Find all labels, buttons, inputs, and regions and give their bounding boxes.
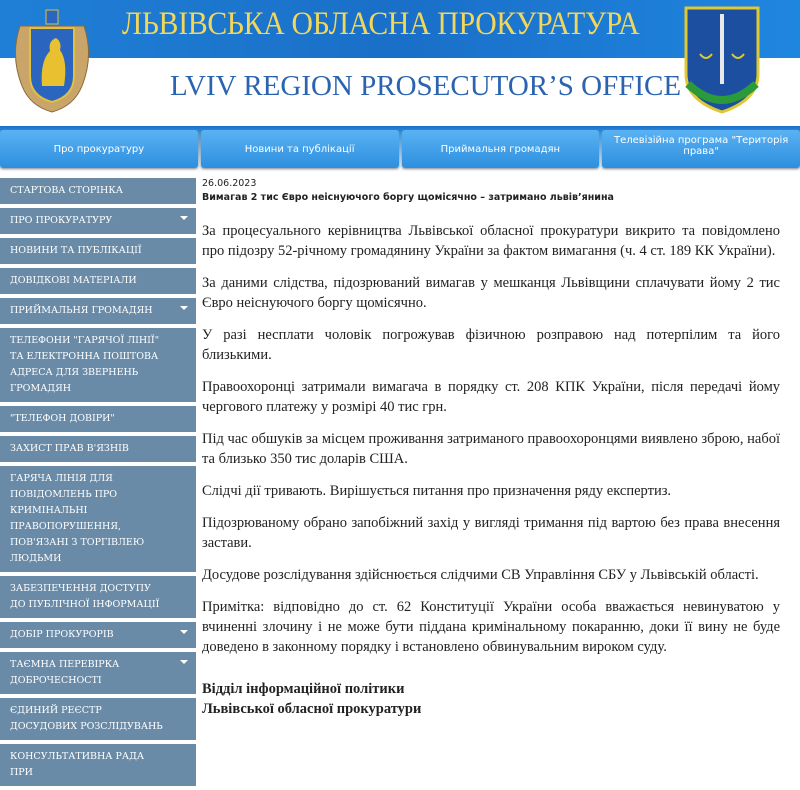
sidebar-item[interactable] <box>0 622 196 648</box>
chevron-down-icon[interactable] <box>180 306 188 310</box>
article-date: 26.06.2023 <box>202 178 257 189</box>
lviv-coat-of-arms-icon[interactable] <box>10 6 94 114</box>
article-paragraph: За процесуального керівництва Львівської обласної прокуратури викрито та повідомлено про підозру 52-річному громадянину України за фактом вимагання (ч. 4 ст. 189 КК України). <box>202 223 780 259</box>
signature-line: Відділ інформаційної політики <box>202 681 405 697</box>
sidebar-menu <box>0 178 196 790</box>
sidebar-item[interactable] <box>0 652 196 694</box>
article-paragraph: За даними слідства, підозрюваний вимагав у мешканця Львівщини сплачувати йому 2 тис Євро неіснуючого боргу щомісячно. <box>202 275 780 311</box>
sidebar-item-label: ТЕЛЕФОНИ "ГАРЯЧОЇ ЛІНІЇ" ТА ЕЛЕКТРОННА ПОШТОВА АДРЕСА ДЛЯ ЗВЕРНЕНЬ ГРОМАДЯН <box>10 335 160 394</box>
sidebar-item[interactable] <box>0 328 196 402</box>
sidebar-item[interactable] <box>0 178 196 204</box>
article-paragraph: Підозрюваному обрано запобіжний захід у вигляді тримання під вартою без права внесення застави. <box>202 515 780 551</box>
article-body <box>202 221 780 657</box>
article-paragraph: Правоохоронці затримали вимагача в порядку ст. 208 КПК України, після передачі йому чергового платежу у розмірі 40 тис грн. <box>202 379 780 415</box>
sidebar-item-label: ЗАБЕЗПЕЧЕННЯ ДОСТУПУ ДО ПУБЛІЧНОЇ ІНФОРМАЦІЇ <box>10 583 160 610</box>
article-paragraph: У разі несплати чоловік погрожував фізичною розправою над потерпілим та його близькими. <box>202 327 780 363</box>
signature-line: Львівської обласної прокуратури <box>202 701 422 717</box>
sidebar-item[interactable] <box>0 208 196 234</box>
sidebar-item[interactable] <box>0 436 196 462</box>
sidebar-item-label: ДОБІР ПРОКУРОРІВ <box>10 629 114 640</box>
sidebar-item-label: ТАЄМНА ПЕРЕВІРКА ДОБРОЧЕСНОСТІ <box>10 659 120 686</box>
sidebar-item-label: ЄДИНИЙ РЕЄСТР ДОСУДОВИХ РОЗСЛІДУВАНЬ <box>10 705 163 732</box>
sidebar-item-label: ПРО ПРОКУРАТУРУ <box>10 215 113 226</box>
sidebar-item[interactable] <box>0 268 196 294</box>
main-nav <box>0 130 800 168</box>
article-headline: Вимагав 2 тис Євро неіснуючого боргу щомісячно – затримано львів’янина <box>202 192 614 203</box>
site-title-en: LVIV REGION PROSECUTOR’S OFFICE <box>170 70 682 102</box>
sidebar-item[interactable] <box>0 698 196 740</box>
sidebar-item[interactable] <box>0 576 196 618</box>
article <box>202 178 780 719</box>
sidebar-item-label: КОНСУЛЬТАТИВНА РАДА ПРИ <box>10 751 145 778</box>
sidebar-item[interactable] <box>0 238 196 264</box>
sidebar-item-label: ПРИЙМАЛЬНЯ ГРОМАДЯН <box>10 305 153 316</box>
nav-tv-program[interactable]: Телевізійна програма "Територія права" <box>602 130 800 168</box>
article-signature <box>202 679 780 719</box>
nav-about[interactable]: Про прокуратуру <box>0 130 198 168</box>
sidebar-item-label: ДОВІДКОВІ МАТЕРІАЛИ <box>10 275 137 286</box>
nav-reception[interactable]: Приймальня громадян <box>402 130 600 168</box>
sidebar-item-label: ГАРЯЧА ЛІНІЯ ДЛЯ ПОВІДОМЛЕНЬ ПРО КРИМІНАЛЬНІ ПРАВОПОРУШЕННЯ, ПОВ'ЯЗАНІ З ТОРГІВЛЕЮ ЛЮДЬМИ <box>10 473 145 564</box>
sidebar-item[interactable] <box>0 406 196 432</box>
chevron-down-icon[interactable] <box>180 216 188 220</box>
sidebar-item-label: "ТЕЛЕФОН ДОВІРИ" <box>10 413 115 424</box>
article-paragraph: Під час обшуків за місцем проживання затриманого правоохоронцями виявлено зброю, набої та близько 350 тис доларів США. <box>202 431 780 467</box>
prosecutor-emblem-icon[interactable] <box>680 4 764 116</box>
sidebar-item-label: НОВИНИ ТА ПУБЛІКАЦІЇ <box>10 245 142 256</box>
sidebar-item[interactable] <box>0 298 196 324</box>
sidebar-item-label: СТАРТОВА СТОРІНКА <box>10 185 123 196</box>
chevron-down-icon[interactable] <box>180 630 188 634</box>
nav-news[interactable]: Новини та публікації <box>201 130 399 168</box>
site-header <box>0 0 800 126</box>
article-paragraph: Слідчі дії тривають. Вирішується питання про призначення ряду експертиз. <box>202 483 672 499</box>
sidebar-item-label: ЗАХИСТ ПРАВ В'ЯЗНІВ <box>10 443 129 454</box>
article-paragraph: Досудове розслідування здійснюється слідчими СВ Управління СБУ у Львівській області. <box>202 567 759 583</box>
chevron-down-icon[interactable] <box>180 660 188 664</box>
site-title-ua: ЛЬВІВСЬКА ОБЛАСНА ПРОКУРАТУРА <box>122 6 640 42</box>
article-paragraph: Примітка: відповідно до ст. 62 Конституції України особа вважається невинуватою у вчиненні злочину і не може бути піддана кримінальному покаранню, доки її вину не буде доведено в законному порядку і встановлено обвинувальним вироком суду. <box>202 599 780 655</box>
sidebar-item[interactable] <box>0 466 196 572</box>
sidebar-item[interactable] <box>0 744 196 786</box>
